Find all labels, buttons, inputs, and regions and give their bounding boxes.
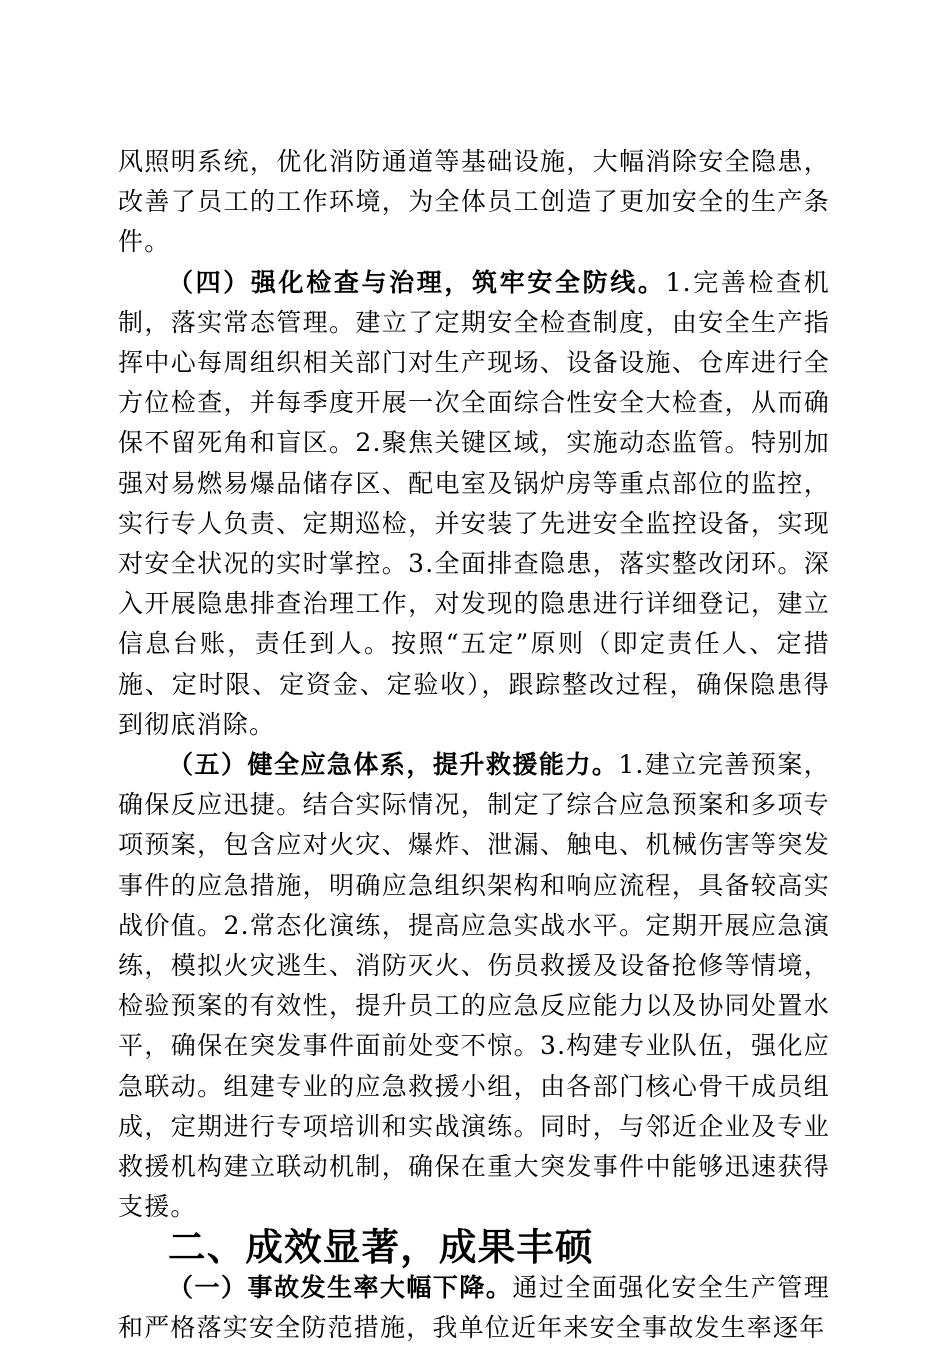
- paragraph-text: 风照明系统，优化消防通道等基础设施，大幅消除安全隐患，改善了员工的工作环境，为全体员工创造了更加安全的生产条件。: [118, 147, 830, 257]
- paragraph-section-five: [118, 745, 830, 1227]
- paragraph-section-four: [118, 263, 830, 745]
- paragraph-achievement-one: [118, 1268, 830, 1348]
- paragraph-text: 通过全面强化安全生产管理和严格落实安全防范措施，我单位近年来安全事故发生率逐年: [118, 1272, 830, 1342]
- paragraph-lead: （一）事故发生率大幅下降。: [168, 1272, 513, 1302]
- paragraph-text: 1.建立完善预案，确保反应迅捷。结合实际情况，制定了综合应急预案和多项专项预案，包含应对火灾、爆炸、泄漏、触电、机械伤害等突发事件的应急措施，明确应急组织架构和响应流程，具备较高实战价值。2.常态化演练，提高应急实战水平。定期开展应急演练，模拟火灾逃生、消防灭火、伤员救援及设备抢修等情境，检验预案的有效性，提升员工的应急反应能力以及协同处置水平，确保在突发事件面前处变不惊。3.构建专业队伍，强化应急联动。组建专业的应急救援小组，由各部门核心骨干成员组成，定期进行专项培训和实战演练。同时，与邻近企业及专业救援机构建立联动机制，确保在重大突发事件中能够迅速获得支援。: [118, 750, 831, 1222]
- paragraph-lead: （五）健全应急体系，提升救援能力。: [168, 750, 619, 780]
- continuation-paragraph: [118, 142, 830, 263]
- paragraph-lead: （四）强化检查与治理，筑牢安全防线。: [168, 267, 666, 297]
- section-heading: 二、成效显著，成果丰硕: [168, 1225, 594, 1270]
- paragraph-text: 1.完善检查机制，落实常态管理。建立了定期安全检查制度，由安全生产指挥中心每周组织相关部门对生产现场、设备设施、仓库进行全方位检查，并每季度开展一次全面综合性安全大检查，从而确保不留死角和盲区。2.聚焦关键区域，实施动态监管。特别加强对易燃易爆品储存区、配电室及锅炉房等重点部位的监控，实行专人负责、定期巡检，并安装了先进安全监控设备，实现对安全状况的实时掌控。3.全面排查隐患，落实整改闭环。深入开展隐患排查治理工作，对发现的隐患进行详细登记，建立信息台账，责任到人。按照“五定”原则（即定责任人、定措施、定时限、定资金、定验收），跟踪整改过程，确保隐患得到彻底消除。: [118, 267, 830, 739]
- document-page: [118, 142, 830, 1348]
